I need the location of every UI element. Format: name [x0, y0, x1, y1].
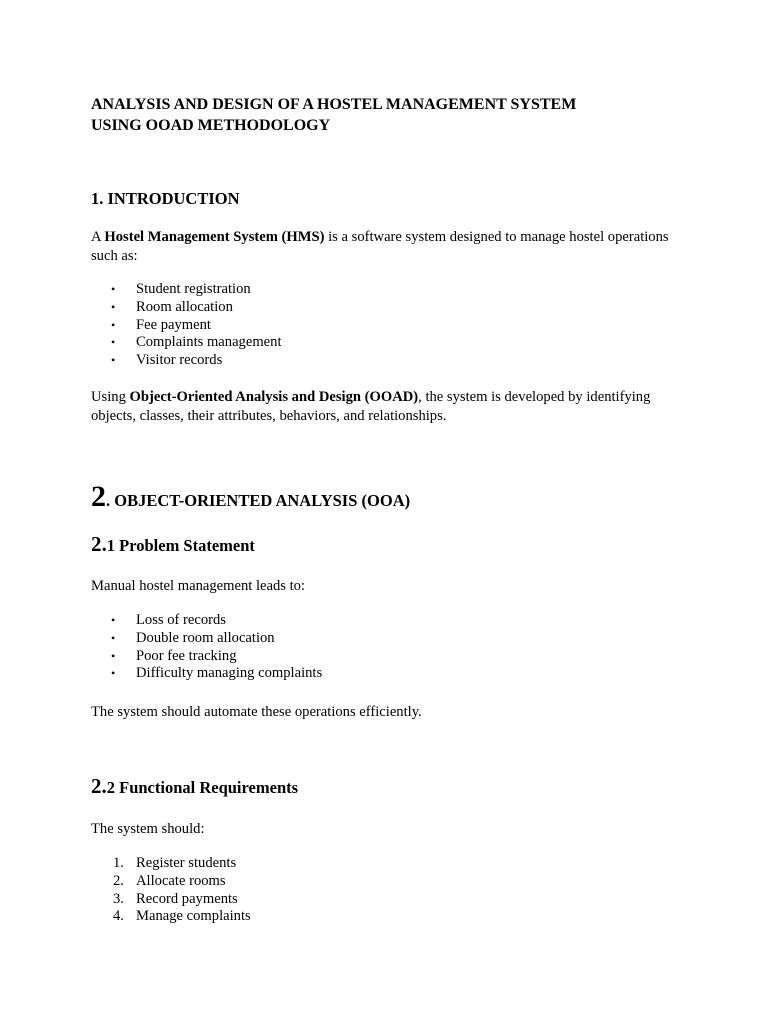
list-item — [91, 891, 251, 909]
intro-p2-prefix: Using — [91, 389, 130, 405]
problem-conclusion: The system should automate these operations efficiently. — [91, 704, 422, 720]
intro-p1-rest: is a software system designed to manage hostel operations such as: — [91, 229, 669, 264]
list-number: 2. — [113, 872, 124, 889]
list-item — [91, 873, 251, 891]
problem-statement-heading — [91, 534, 255, 556]
list-item — [91, 648, 322, 666]
list-item — [91, 855, 251, 873]
list-item-text: Fee payment — [136, 316, 211, 333]
list-item — [91, 665, 322, 683]
functional-requirements-heading — [91, 776, 298, 798]
list-item — [91, 352, 282, 370]
title-line-1: ANALYSIS AND DESIGN OF A HOSTEL MANAGEMENT SYSTEM — [91, 96, 577, 113]
intro-operations-list — [91, 281, 282, 370]
list-item — [91, 317, 282, 335]
list-item-text: Allocate rooms — [136, 872, 226, 889]
ooad-paragraph — [91, 388, 681, 425]
functional-lead: The system should: — [91, 821, 205, 837]
problem-heading-number: 2. — [91, 532, 107, 556]
list-item-text: Poor fee tracking — [136, 647, 237, 664]
list-item-text: Double room allocation — [136, 629, 275, 646]
list-number: 3. — [113, 890, 124, 907]
list-number: 1. — [113, 855, 124, 871]
intro-paragraph — [91, 228, 681, 265]
list-item — [91, 299, 282, 317]
problem-list — [91, 612, 322, 683]
list-item-text: Difficulty managing complaints — [136, 665, 323, 682]
problem-lead: Manual hostel management leads to: — [91, 578, 305, 594]
introduction-heading: 1. INTRODUCTION — [91, 189, 240, 208]
ooa-heading — [91, 482, 410, 512]
functional-heading-text: 2 Functional Requirements — [106, 778, 299, 797]
bullet-icon: • — [111, 299, 116, 314]
bullet-icon: • — [111, 353, 116, 368]
document-title — [91, 94, 691, 136]
functional-requirements-list — [91, 855, 251, 926]
title-line-2: USING OOAD METHODOLOGY — [91, 117, 331, 134]
list-item — [91, 334, 282, 352]
list-item — [91, 281, 282, 299]
bullet-icon: • — [111, 317, 116, 332]
intro-p2-bold: Object-Oriented Analysis and Design (OOAD) — [129, 389, 419, 405]
bullet-icon: • — [111, 613, 116, 627]
bullet-icon: • — [111, 666, 116, 681]
list-number: 4. — [113, 908, 124, 925]
list-item — [91, 612, 322, 630]
list-item — [91, 630, 322, 648]
functional-heading-number: 2. — [91, 774, 107, 798]
list-item-text: Visitor records — [136, 352, 223, 369]
list-item-text: Manage complaints — [136, 908, 251, 925]
bullet-icon: • — [111, 630, 116, 645]
bullet-icon: • — [111, 282, 116, 296]
ooa-heading-text: . OBJECT-ORIENTED ANALYSIS (OOA) — [106, 491, 411, 510]
list-item-text: Loss of records — [136, 612, 226, 628]
list-item-text: Complaints management — [136, 334, 282, 351]
ooa-heading-number: 2 — [91, 480, 106, 513]
list-item-text: Student registration — [136, 281, 251, 297]
list-item — [91, 908, 251, 926]
bullet-icon: • — [111, 648, 116, 663]
intro-p1-prefix: A — [91, 229, 105, 245]
list-item-text: Register students — [136, 855, 237, 871]
list-item-text: Record payments — [136, 890, 238, 907]
problem-heading-text: 1 Problem Statement — [106, 536, 255, 555]
bullet-icon: • — [111, 335, 116, 350]
intro-p1-bold: Hostel Management System (HMS) — [104, 229, 325, 245]
intro-p2-rest: , the system is developed by identifying objects, classes, their attributes, behaviors, and relationships. — [91, 389, 651, 424]
list-item-text: Room allocation — [136, 298, 233, 315]
